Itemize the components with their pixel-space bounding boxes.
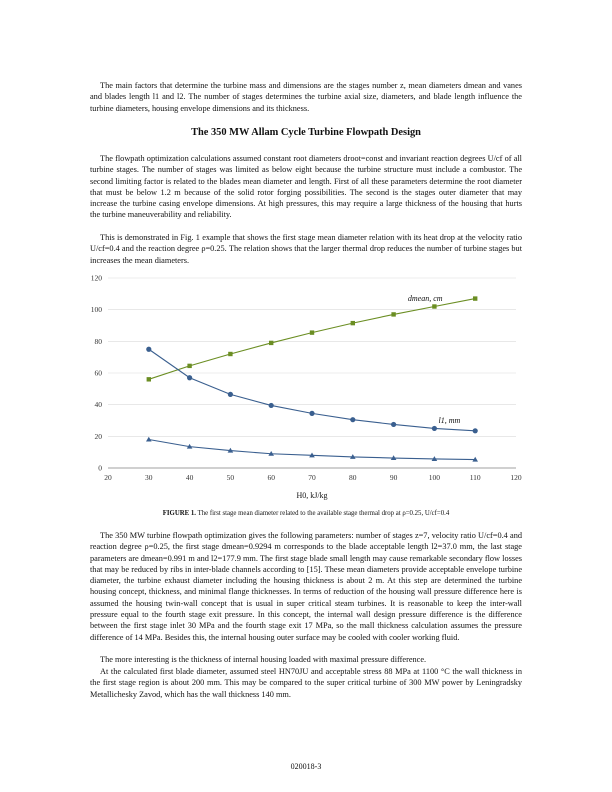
data-point bbox=[351, 321, 355, 325]
figure-caption-text: The first stage mean diameter related to the available stage thermal drop at ρ=0.25, U/cf=0.4 bbox=[197, 510, 450, 517]
paragraph-wall-thickness: At the calculated first blade diameter, assumed steel HN70JU and acceptable stress 88 MPa at 1100 °C the wall thickness in the first stage region is about 200 mm. This may be compared to the super critical turbine of 300 MW power by Leningradsky Metallichesky Zavod, which has the wall thickness 140 mm. bbox=[90, 667, 522, 699]
data-point bbox=[269, 341, 273, 345]
data-point bbox=[146, 347, 151, 352]
series-group bbox=[146, 293, 478, 461]
data-point bbox=[310, 330, 314, 334]
x-tick-label: 90 bbox=[389, 473, 398, 482]
data-point bbox=[228, 352, 232, 356]
figure-caption bbox=[0, 510, 612, 517]
data-point bbox=[147, 377, 151, 381]
paragraph-figure-reference: This is demonstrated in Fig. 1 example that shows the first stage mean diameter relation with its heat drop at the velocity ratio U/cf=0.4 and the reaction degree ρ=0.25. The relation shows that the larger thermal drop reduces the number of turbine stages but increases the mean diameters. bbox=[90, 233, 522, 265]
series-line bbox=[149, 299, 475, 380]
y-tick-label: 0 bbox=[98, 463, 102, 473]
figure-caption-label: FIGURE 1. bbox=[162, 510, 196, 517]
x-tick-label: 40 bbox=[185, 473, 194, 482]
x-tick-label: 80 bbox=[349, 473, 357, 482]
annotation-l1: l1, mm bbox=[438, 415, 461, 425]
x-axis-label: H0, kJ/kg bbox=[296, 491, 328, 500]
data-point bbox=[432, 426, 437, 431]
data-point bbox=[146, 437, 152, 442]
annotation-dmean: dmean, cm bbox=[407, 293, 443, 303]
data-point bbox=[473, 296, 477, 300]
line-chart bbox=[80, 270, 530, 505]
data-point bbox=[309, 411, 314, 416]
x-tick-label: 120 bbox=[510, 473, 522, 482]
axis-labels bbox=[91, 274, 522, 501]
x-tick-label: 100 bbox=[428, 473, 441, 482]
data-point bbox=[473, 428, 478, 433]
x-tick-label: 70 bbox=[308, 473, 316, 482]
paragraph-intro: The main factors that determine the turbine mass and dimensions are the stages number z, mean diameters dmean and vanes and blades length l1 and l2. The number of stages determines the turbine axial size, diameters, and blade length influence the turbine diameters, housing envelope dimensions and its thickness. bbox=[90, 81, 522, 113]
page-number: 020018-3 bbox=[290, 762, 322, 771]
x-tick-label: 50 bbox=[226, 473, 235, 482]
data-point bbox=[391, 422, 396, 427]
data-point bbox=[350, 417, 355, 422]
x-tick-label: 110 bbox=[469, 473, 481, 482]
data-point bbox=[269, 403, 274, 408]
data-point bbox=[187, 375, 192, 380]
y-tick-label: 100 bbox=[90, 305, 102, 315]
x-tick-label: 20 bbox=[104, 473, 112, 482]
paragraph-housing: The more interesting is the thickness of internal housing loaded with maximal pressure difference. bbox=[100, 655, 427, 664]
data-point bbox=[228, 392, 233, 397]
y-tick-label: 80 bbox=[94, 336, 102, 346]
series-line bbox=[149, 349, 475, 431]
paragraph-results: The 350 MW turbine flowpath optimization gives the following parameters: number of stages z=7, velocity ratio U/cf=0.4 and reaction degree ρ=0.25, the first stage dmean=0.9294 m corresponds to the blade acceptable length l2=37.0 mm, the last stage parameters are dmean=0.991 m and l2=177.9 mm. The first stage blade small length may cause remarkable secondary flow losses that may be reduced by ribs in inter-blade channels according to [15]. These mean diameters provide acceptable envelope turbine diameter, the turbine exhaust diameter including the housing thickness is about 2 m. At this step are determined the turbine housing concept, thickness, and minimal flange thicknesses. In terms of reduction of the housing wall pressure difference here is assumed the housing twin-wall concept that is usual in super critical steam turbines. It is reasonable to keep the inter-wall pressure equal to the fourth stage exit pressure. In this concept, the internal wall design pressure difference is the difference between the first stage inlet 30 MPa and the fourth stage exit 17 MPa, so the mall thickness calculation assumes the pressure difference of 14 MPa. Besides this, the internal housing outer surface may be cooled with cooler working fluid. bbox=[90, 531, 522, 642]
section-title: The 350 MW Allam Cycle Turbine Flowpath Design bbox=[191, 127, 421, 138]
y-tick-label: 40 bbox=[94, 400, 102, 410]
x-tick-label: 30 bbox=[145, 473, 153, 482]
data-point bbox=[187, 364, 191, 368]
y-tick-label: 20 bbox=[94, 431, 102, 441]
data-point bbox=[391, 312, 395, 316]
y-tick-label: 120 bbox=[90, 273, 102, 283]
x-tick-label: 60 bbox=[267, 473, 275, 482]
paragraph-optimization: The flowpath optimization calculations assumed constant root diameters droot=const and invariant reaction degrees U/cf of all turbine stages. The number of stages was limited as below eight because the turbine structure must include a combustor. The second limiting factor is related to the blades mean diameter and length. First of all these parameters determine the root diameter that must be below 1.2 m because of the solid rotor forging possibilities. The second is the stages outer diameter that may increase the turbine casing envelope dimensions. At high pressures, this may require a large thickness of the housing that hurts the turbine maneuverability and reliability. bbox=[90, 154, 522, 220]
y-tick-label: 60 bbox=[94, 368, 102, 378]
data-point bbox=[432, 304, 436, 308]
